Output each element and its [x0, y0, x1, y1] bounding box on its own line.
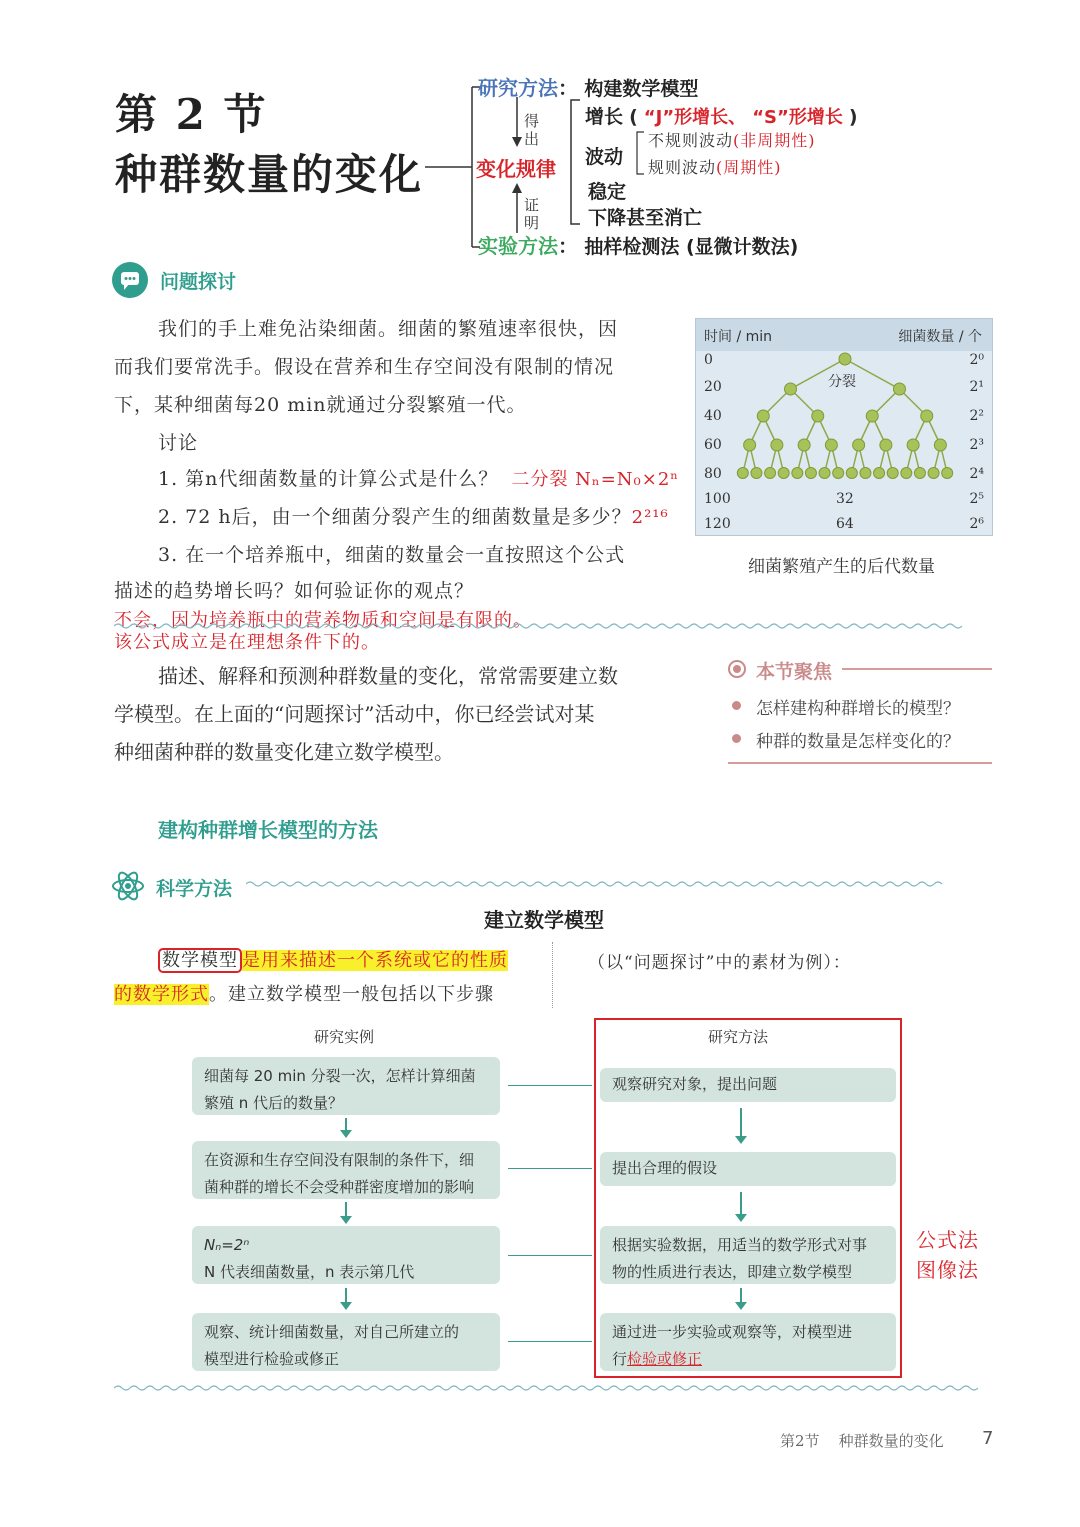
- question-3-line2: 描述的趋势增长吗？如何验证你的观点？: [114, 580, 475, 602]
- link-3: [508, 1255, 592, 1256]
- bacterium-node: [846, 468, 857, 479]
- science-heading: 科学方法: [156, 878, 233, 900]
- decline-label: 下降甚至消亡: [588, 207, 703, 229]
- count-1: 2¹: [969, 379, 984, 395]
- time-80: 80: [704, 466, 722, 482]
- col-count: 细菌数量 / 个: [898, 329, 982, 345]
- bacterium-node: [934, 439, 946, 451]
- discussion-para-line1: 我们的手上难免沾染细菌。细菌的繁殖速率很快，因: [158, 318, 619, 340]
- method-box-2: 提出合理的假设: [600, 1152, 896, 1186]
- bacterium-node: [751, 468, 762, 479]
- example-box-2: 在资源和生存空间没有限制的条件下，细 菌种群的增长不会受种群密度增加的影响: [192, 1141, 500, 1199]
- count-4: 2⁴: [969, 466, 984, 482]
- time-60: 60: [704, 437, 722, 453]
- page-title: 种群数量的变化: [115, 150, 424, 199]
- focus-bullet-1: [732, 701, 741, 710]
- time-100: 100: [704, 491, 731, 507]
- example-box-3: Nₙ=2ⁿ N 代表细菌数量，n 表示第几代: [192, 1226, 500, 1284]
- answer-3-line2: 该公式成立是在理想条件下的。: [114, 632, 380, 653]
- link-4: [508, 1341, 592, 1342]
- focus-item-2: 种群的数量是怎样变化的？: [756, 732, 960, 752]
- bacterium-node: [833, 468, 844, 479]
- focus-rule-top: [842, 668, 992, 670]
- research-method: 研究方法： 构建数学模型: [478, 76, 699, 100]
- figure-caption: 细菌繁殖产生的后代数量: [748, 557, 935, 577]
- bacterium-node: [792, 468, 803, 479]
- discuss-label: 讨论: [158, 432, 199, 454]
- bacterium-node: [819, 468, 830, 479]
- time-20: 20: [704, 379, 722, 395]
- focus-rule-bottom: [728, 762, 992, 764]
- answer-3-line1: 不会，因为培养瓶中的营养物质和空间是有限的。: [114, 610, 532, 631]
- fluct-regular: 规则波动(周期性): [648, 158, 782, 177]
- section-number: 第 2 节: [115, 90, 268, 139]
- arrow-right-3: [740, 1288, 742, 1308]
- bacterium-node: [765, 468, 776, 479]
- time-0: 0: [704, 352, 713, 368]
- fluct-label: 波动: [585, 146, 624, 168]
- stable-label: 稳定: [588, 181, 627, 203]
- question-1: 1. 第n代细菌数量的计算公式是什么？ 二分裂 Nₙ=N₀×2ⁿ: [158, 468, 680, 490]
- question-2: 2. 72 h后，由一个细菌分裂产生的细菌数量是多少？2²¹⁶: [158, 506, 669, 528]
- answer-2: 2²¹⁶: [631, 507, 669, 528]
- bacterium-node: [901, 468, 912, 479]
- section-heading: 建构种群增长模型的方法: [158, 818, 378, 842]
- time-120: 120: [704, 516, 731, 532]
- example-box-4: 观察、统计细菌数量，对自己所建立的 模型进行检验或修正: [192, 1313, 500, 1371]
- bacterium-node: [942, 468, 953, 479]
- definition-note: （以“问题探讨”中的素材为例）：: [588, 953, 851, 973]
- bacterium-node: [921, 410, 933, 422]
- method-box-3: 根据实验数据，用适当的数学形式对事 物的性质进行表达，即建立数学模型: [600, 1226, 896, 1284]
- check-or-revise: 检验或修正: [627, 1350, 703, 1368]
- science-wave: [246, 880, 986, 888]
- derive-label: 得出: [524, 112, 540, 148]
- right-column-head: 研究方法: [708, 1028, 769, 1046]
- atom-icon: [110, 868, 146, 904]
- count-120-mid: 64: [836, 516, 854, 532]
- intro-line3: 种细菌种群的数量变化建立数学模型。: [114, 740, 454, 764]
- fluct-irregular: 不规则波动(非周期性): [648, 131, 816, 150]
- arrow-left-1: [345, 1118, 347, 1136]
- definition-line1: [158, 946, 508, 976]
- method-box-4: 通过进一步实验或观察等，对模型进 行检验或修正: [600, 1313, 896, 1371]
- science-subtitle: 建立数学模型: [484, 908, 604, 932]
- bacterium-node: [785, 383, 797, 395]
- page-number: 7: [982, 1428, 994, 1449]
- arrow-right-2: [740, 1192, 742, 1220]
- bacterium-node: [907, 439, 919, 451]
- bacterium-node: [757, 410, 769, 422]
- time-40: 40: [704, 408, 722, 424]
- bacterium-node: [798, 439, 810, 451]
- bacterium-node: [805, 468, 816, 479]
- left-column-head: 研究实例: [314, 1028, 375, 1046]
- arrow-right-1: [740, 1108, 742, 1142]
- prove-label: 证明: [524, 196, 540, 232]
- bacterium-node: [853, 439, 865, 451]
- method-box-1: 观察研究对象，提出问题: [600, 1068, 896, 1102]
- link-2: [508, 1168, 592, 1169]
- fluct-bracket: [632, 130, 648, 178]
- bacterium-node: [866, 410, 878, 422]
- question-3-line1: 3. 在一个培养瓶中，细菌的数量会一直按照这个公式: [158, 544, 626, 566]
- bacterium-node: [914, 468, 925, 479]
- bacterium-node: [887, 468, 898, 479]
- figure-header: [696, 319, 992, 351]
- bottom-wave: [114, 1384, 994, 1392]
- focus-item-1: 怎样建构种群增长的模型？: [756, 699, 960, 719]
- col-time: 时间 / min: [704, 329, 773, 345]
- focus-heading: 本节聚焦: [756, 661, 833, 683]
- chat-icon: [112, 262, 148, 298]
- bacterium-node: [874, 468, 885, 479]
- target-icon: [728, 660, 746, 678]
- bacterium-node: [825, 439, 837, 451]
- definition-highlight-2: 的数学形式: [114, 984, 209, 1005]
- intro-line2: 学模型。在上面的“问题探讨”活动中，你已经尝试对某: [114, 702, 595, 726]
- bacterium-node: [778, 468, 789, 479]
- bacterium-node: [860, 468, 871, 479]
- arrow-left-2: [345, 1202, 347, 1222]
- count-2: 2²: [969, 408, 984, 424]
- bacterium-node: [928, 468, 939, 479]
- wave-divider: [114, 622, 994, 630]
- note-graph: 图像法: [916, 1258, 979, 1282]
- definition-divider: [552, 942, 553, 1008]
- intro-line1: 描述、解释和预测种群数量的变化，常常需要建立数: [158, 664, 618, 688]
- experiment-method: 实验方法： 抽样检测法 (显微计数法): [478, 234, 799, 258]
- definition-highlight-1: 是用来描述一个系统或它的性质: [242, 950, 508, 971]
- bacterium-node: [839, 353, 851, 365]
- count-3: 2³: [969, 437, 984, 453]
- count-6: 2⁶: [969, 516, 984, 532]
- bacterium-node: [812, 410, 824, 422]
- note-formula: 公式法: [916, 1228, 979, 1252]
- count-0: 2⁰: [969, 352, 984, 368]
- answer-1: 二分裂 Nₙ=N₀×2ⁿ: [511, 469, 680, 490]
- rule-label: 变化规律: [476, 157, 556, 181]
- split-label: 分裂: [828, 374, 856, 390]
- count-5: 2⁵: [969, 491, 984, 507]
- example-box-1: 细菌每 20 min 分裂一次，怎样计算细菌 繁殖 n 代后的数量？: [192, 1057, 500, 1115]
- count-100-mid: 32: [836, 491, 854, 507]
- discussion-heading: 问题探讨: [160, 271, 237, 293]
- bacterium-node: [771, 439, 783, 451]
- discussion-para-line2: 而我们要常洗手。假设在营养和生存空间没有限制的情况: [114, 356, 615, 378]
- rule-bracket: [565, 98, 585, 228]
- bacterium-node: [894, 383, 906, 395]
- discussion-para-line3: 下，某种细菌每20 min就通过分裂繁殖一代。: [114, 394, 527, 416]
- bacterium-node: [737, 468, 748, 479]
- bacteria-figure: [695, 318, 993, 536]
- growth-line: 增长 ( “J”形增长、 “S”形增长 ): [585, 106, 858, 128]
- bacterium-node: [744, 439, 756, 451]
- focus-bullet-2: [732, 734, 741, 743]
- definition-line2: 的数学形式。建立数学模型一般包括以下步骤: [114, 984, 494, 1005]
- arrow-left-3: [345, 1288, 347, 1308]
- footer-section: 第2节 种群数量的变化: [780, 1432, 944, 1450]
- link-1: [508, 1085, 592, 1086]
- bacterium-node: [880, 439, 892, 451]
- boxed-term: 数学模型: [158, 948, 242, 973]
